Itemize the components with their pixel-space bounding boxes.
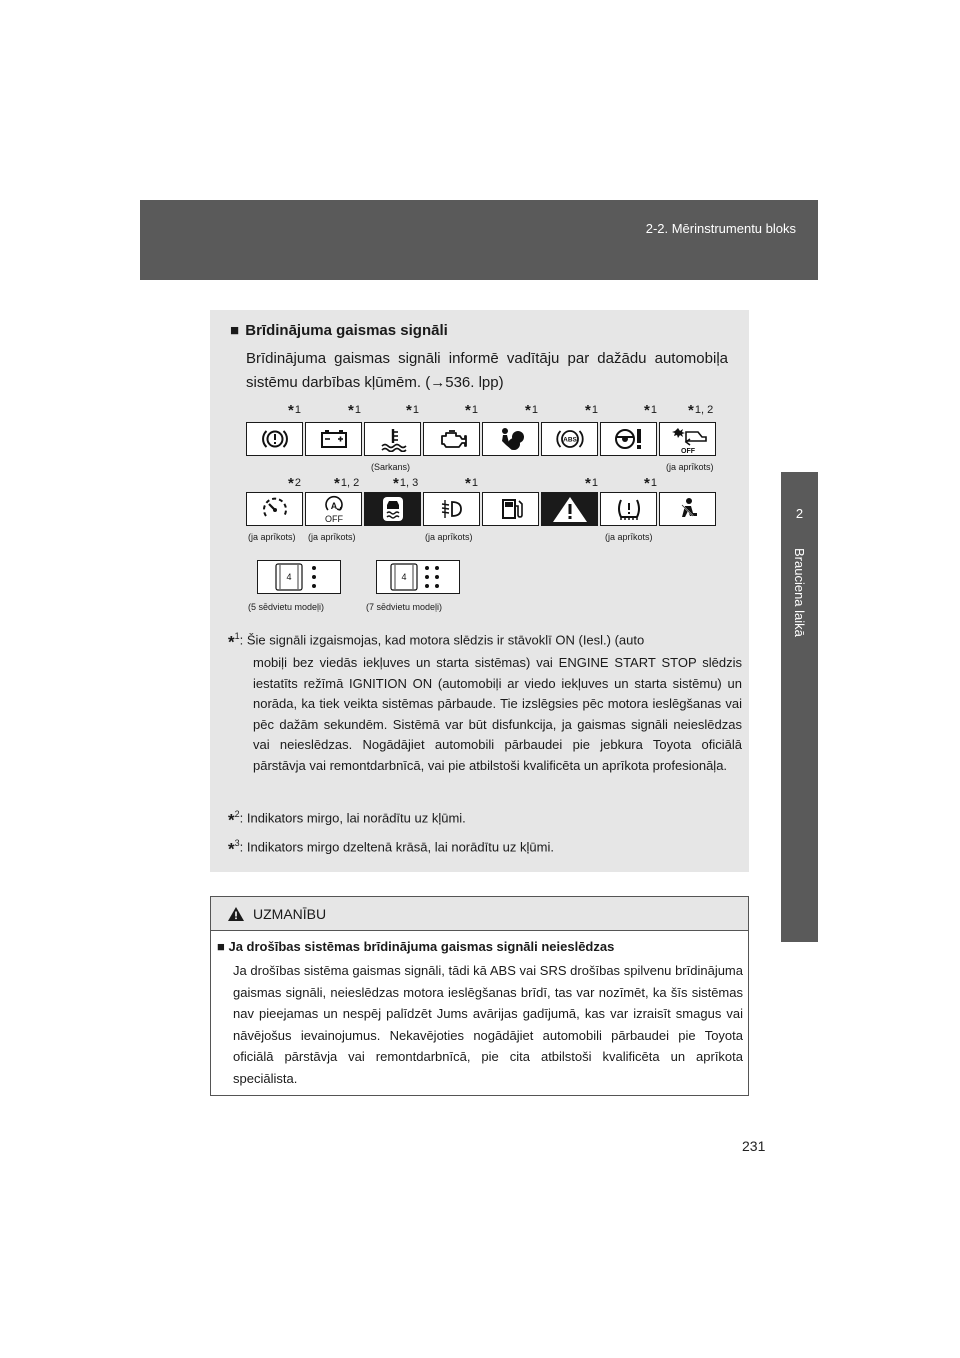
- mark-text: 2: [294, 477, 301, 489]
- caption-optional: (ja aprīkots): [308, 532, 356, 542]
- mark-text: 1: [591, 404, 598, 416]
- mark-text: 1, 2: [340, 477, 360, 489]
- caution-marker: ■: [217, 939, 225, 954]
- star-glyph: *: [393, 475, 399, 492]
- mark-text: 1: [650, 477, 657, 489]
- chapter-title: 2-2. Mērinstrumentu bloks: [645, 221, 796, 236]
- caption-optional: (ja aprīkots): [666, 462, 714, 472]
- caution-subheading: [217, 939, 614, 954]
- caution-subheading-text: Ja drošības sistēmas brīdinājuma gaismas signāli neieslēdzas: [228, 939, 615, 954]
- mark-text: 1: [354, 404, 361, 416]
- footnote-mark: [465, 402, 478, 419]
- footnote-mark: [406, 402, 419, 419]
- star-glyph: *: [228, 632, 235, 652]
- footnote-3-text: : Indikators mirgo dzeltenā krāsā, lai norādītu uz kļūmi.: [239, 839, 554, 855]
- star-glyph: *: [228, 839, 235, 859]
- seatbelt-reminder-icon: [659, 492, 716, 526]
- footnote-3: [228, 833, 554, 860]
- caption-optional: (ja aprīkots): [425, 532, 473, 542]
- pcs-off-text: OFF: [680, 448, 695, 454]
- mark-text: 1: [294, 404, 301, 416]
- brake-warning-icon: [246, 422, 303, 456]
- star-glyph: *: [585, 402, 591, 419]
- footnote-number: 3: [234, 838, 240, 848]
- seatbelt-panel-5-icon: [257, 560, 341, 594]
- mark-text: 1: [531, 404, 538, 416]
- footnote-mark: [288, 402, 301, 419]
- caution-header: [211, 897, 748, 931]
- stop-start-off-icon: [305, 492, 362, 526]
- footnote-mark: [585, 402, 598, 419]
- star-glyph: *: [525, 402, 531, 419]
- star-glyph: *: [688, 402, 694, 419]
- headlight-leveling-icon: [423, 492, 480, 526]
- svg-text:ABS: ABS: [562, 436, 577, 444]
- footnote-mark: [525, 402, 538, 419]
- footnote-number: 2: [234, 809, 240, 819]
- footnote-1-text-first: : Šie signāli izgaismojas, kad motora slēdzis ir stāvoklī ON (Iesl.) (auto: [239, 632, 645, 648]
- star-glyph: *: [465, 475, 471, 492]
- footnote-mark: [585, 475, 598, 492]
- footnote-mark: [644, 475, 657, 492]
- master-warning-icon: [541, 492, 598, 526]
- footnote-2: [228, 804, 466, 831]
- footnote-number: 1: [234, 631, 240, 641]
- footnote-mark: [288, 475, 301, 492]
- star-glyph: *: [644, 402, 650, 419]
- footnote-mark: [644, 402, 657, 419]
- chapter-header: [140, 200, 818, 280]
- section-marker: ■: [230, 322, 240, 339]
- power-steering-icon: [600, 422, 657, 456]
- mark-text: 1: [471, 477, 478, 489]
- check-engine-icon: [423, 422, 480, 456]
- footnote-2-text: : Indikators mirgo, lai norādītu uz kļūmi.: [239, 810, 466, 826]
- side-tab-number: 2: [795, 506, 804, 521]
- side-tab: [781, 472, 818, 942]
- coolant-temperature-icon: [364, 422, 421, 456]
- footnote-1: [228, 626, 742, 776]
- abs-icon: [541, 422, 598, 456]
- mark-text: 1: [471, 404, 478, 416]
- star-glyph: *: [348, 402, 354, 419]
- mark-text: 1, 2: [694, 404, 714, 416]
- low-speed-warning-icon: [246, 492, 303, 526]
- footnote-1-text: mobiļi bez viedās iekļuves un starta sistēmas) vai ENGINE START STOP slēdzis iestatīts režīmā IGNITION ON (automobiļi ar viedo iekļuves un starta sistēmu) un norāda, ka tiek veikta sistēmas pārbaude. Tie izslēgsies pēc motora ieslēgšanas vai pēc dažām sekundēm. Sistēmā var būt disfunkcija, ja gaismas signāli neieslēdzas vai neieslēdzas. Nogādājiet automobili pārbaudei pie jebkura Toyota oficiālā pārstāvja vai remontdarbnīcā, vai pie atbilstoši kvalificēta un aprīkota profesionāļa.: [253, 654, 742, 773]
- footnote-mark: [348, 402, 361, 419]
- svg-text:4: 4: [401, 572, 407, 582]
- mark-text: 1: [412, 404, 419, 416]
- caption-optional: (ja aprīkots): [248, 532, 296, 542]
- caption-5-seat: (5 sēdvietu modeļi): [248, 602, 325, 612]
- section-title-text: Brīdinājuma gaismas signāli: [245, 322, 448, 339]
- tire-pressure-icon: [600, 492, 657, 526]
- star-glyph: *: [585, 475, 591, 492]
- mark-text: 1: [591, 477, 598, 489]
- side-tab-label: [781, 548, 818, 637]
- star-glyph: *: [465, 402, 471, 419]
- footnote-mark: [465, 475, 478, 492]
- warning-lights-section: [210, 310, 749, 872]
- battery-icon: [305, 422, 362, 456]
- star-glyph: *: [334, 475, 340, 492]
- warning-triangle-icon: [227, 906, 245, 922]
- slip-indicator-icon: [364, 492, 421, 526]
- pre-collision-off-icon: [659, 422, 716, 456]
- star-glyph: *: [406, 402, 412, 419]
- footnote-mark: [688, 402, 713, 419]
- side-tab-label-text: Brauciena laikā: [792, 548, 807, 637]
- caption-sarkans: (Sarkans): [371, 462, 411, 472]
- page-number: 231: [742, 1138, 766, 1154]
- star-glyph: *: [288, 475, 294, 492]
- caption-optional: (ja aprīkots): [605, 532, 653, 542]
- low-fuel-icon: [482, 492, 539, 526]
- mark-text: 1, 3: [399, 477, 419, 489]
- caution-body: Ja drošības sistēma gaismas signāli, tādi kā ABS vai SRS drošības spilvenu brīdinājuma gaismas signāli, neieslēdzas motora ieslēgšanas brīdī, tas var nozīmēt, ka šīs sistēmas nav pieejamas un nespēj palīdzēt Jums avārijas gadījumā, kas var izraisīt smagus vai nāvējošus ievainojumus. Nekavējoties nogādājiet automobili pārbaudei pie Toyota oficiālā pārstāvja vai remontdarbnīcā, pie cita atbilstoši kvalificēta un aprīkota speciālista.: [233, 963, 743, 1086]
- aoff-text: OFF: [324, 514, 343, 524]
- caption-7-seat: (7 sēdvietu modeļi): [366, 602, 443, 612]
- caution-box: [210, 896, 749, 1096]
- footnote-mark: [334, 475, 359, 492]
- caution-heading: UZMANĪBU: [253, 905, 327, 922]
- airbag-icon: [482, 422, 539, 456]
- star-glyph: *: [288, 402, 294, 419]
- section-title: [230, 322, 448, 339]
- section-intro: Brīdinājuma gaismas signāli informē vadītāju par dažādu automobiļa sistēmu darbības kļūmēm. (→536. lpp): [246, 350, 728, 391]
- star-glyph: *: [644, 475, 650, 492]
- seatbelt-panel-7-icon: [376, 560, 460, 594]
- svg-text:4: 4: [286, 572, 292, 582]
- footnote-mark: [393, 475, 418, 492]
- mark-text: 1: [650, 404, 657, 416]
- svg-text:A: A: [330, 501, 337, 511]
- star-glyph: *: [228, 810, 235, 830]
